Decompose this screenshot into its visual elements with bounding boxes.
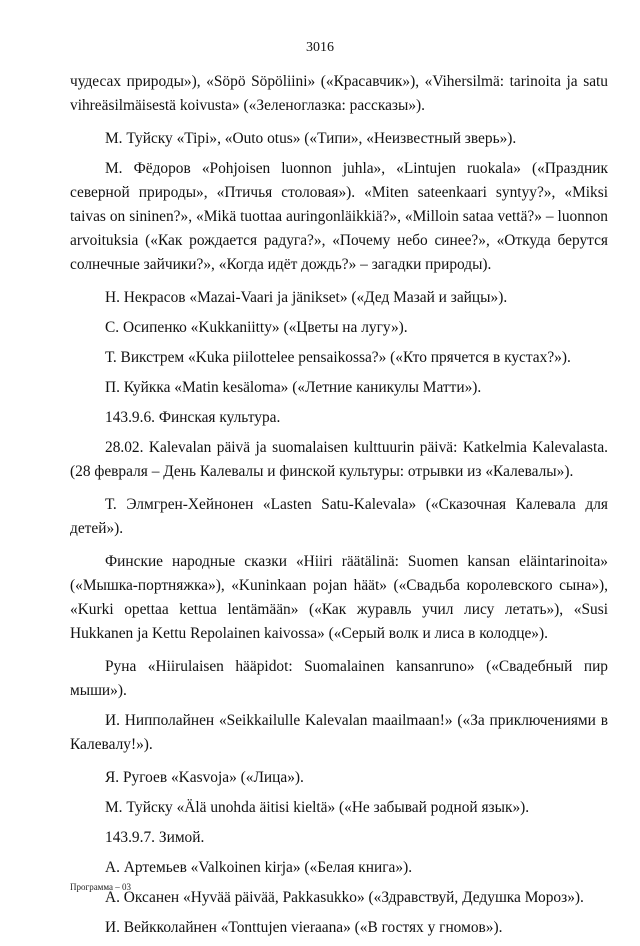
paragraph-continuation: чудесах природы»), «Söpö Söpöliini» («Красавчик»), «Vihersilmä: tarinoita ja satu vihreäsilmäisestä koivusta» («Зеленоглазка: рассказы»).: [70, 73, 608, 114]
paragraph-oksanen: А. Оксанен «Hyvää päivää, Pakkasukko» («Здравствуй, Дедушка Мороз»).: [105, 889, 584, 906]
section-heading-finnish-culture: 143.9.6. Финская культура.: [105, 409, 281, 426]
paragraph-rugoev: Я. Ругоев «Kasvoja» («Лица»).: [105, 769, 304, 786]
page-number: 3016: [306, 40, 334, 55]
paragraph-artemyev: А. Артемьев «Valkoinen kirja» («Белая книга»).: [105, 859, 413, 876]
paragraph-veikkolainen: И. Вейкколайнен «Tonttujen vieraana» («В гостях у гномов»).: [105, 919, 503, 936]
section-heading-winter: 143.9.7. Зимой.: [105, 829, 205, 846]
paragraph-wikstrem: Т. Викстрем «Kuka piilottelee pensaikossa?» («Кто прячется в кустах?»).: [105, 349, 571, 366]
paragraph-elmgren: Т. Элмгрен-Хейнонен «Lasten Satu-Kalevala» («Сказочная Калевала для детей»).: [70, 496, 608, 537]
paragraph-runa: Руна «Hiirulaisen hääpidot: Suomalainen kansanruno» («Свадебный пир мыши»).: [70, 658, 608, 699]
paragraph-kalevala-day: 28.02. Kalevalan päivä ja suomalaisen kulttuurin päivä: Katkelmia Kalevalasta. (28 февраля – День Калевалы и финской культуры: отрывки из «Калевалы»).: [70, 439, 608, 480]
paragraph-tuisku-tipi: М. Туйску «Tipi», «Outo otus» («Типи», «Неизвестный зверь»).: [105, 130, 517, 147]
paragraph-nippolainen: И. Нипполайнен «Seikkailulle Kalevalan maailmaan!» («За приключениями в Калевалу!»).: [70, 712, 608, 753]
document-body: [70, 70, 608, 946]
paragraph-osipenko: С. Осипенко «Kukkaniitty» («Цветы на лугу»).: [105, 319, 408, 336]
page-footer: Программа – 03: [70, 882, 132, 892]
paragraph-fedorov: М. Фёдоров «Pohjoisen luonnon juhla», «Lintujen ruokala» («Праздник северной природы», «Птичья столовая»). «Miten sateenkaari syntyy?», «Miksi taivas on sininen?», «Mikä tuottaa auringonläikkiä?», «Milloin sataa vettä?» – luonnon arvoituksia («Как рождается радуга?», «Почему небо синее?», «Откуда берутся солнечные зайчики?», «Когда идёт дождь?» – загадки природы).: [70, 160, 608, 273]
paragraph-kuikka: П. Куйкка «Matin kesäloma» («Летние каникулы Матти»).: [105, 379, 482, 396]
paragraph-tuisku-ala: М. Туйску «Älä unohda äitisi kieltä» («Не забывай родной язык»).: [105, 799, 530, 816]
paragraph-folk-tales: Финские народные сказки «Hiiri räätälinä: Suomen kansan eläintarinoita» («Мышка-портняжка»), «Kuninkaan pojan häät» («Свадьба королевского сына»), «Kurki opettaa kettua lentämään» («Как журавль учил лису летать»), «Susi Hukkanen ja Kettu Repolainen kaivossa» («Серый волк и лиса в колодце»).: [70, 553, 608, 642]
paragraph-nekrasov: Н. Некрасов «Mazai-Vaari ja jänikset» («Дед Мазай и зайцы»).: [105, 289, 508, 306]
